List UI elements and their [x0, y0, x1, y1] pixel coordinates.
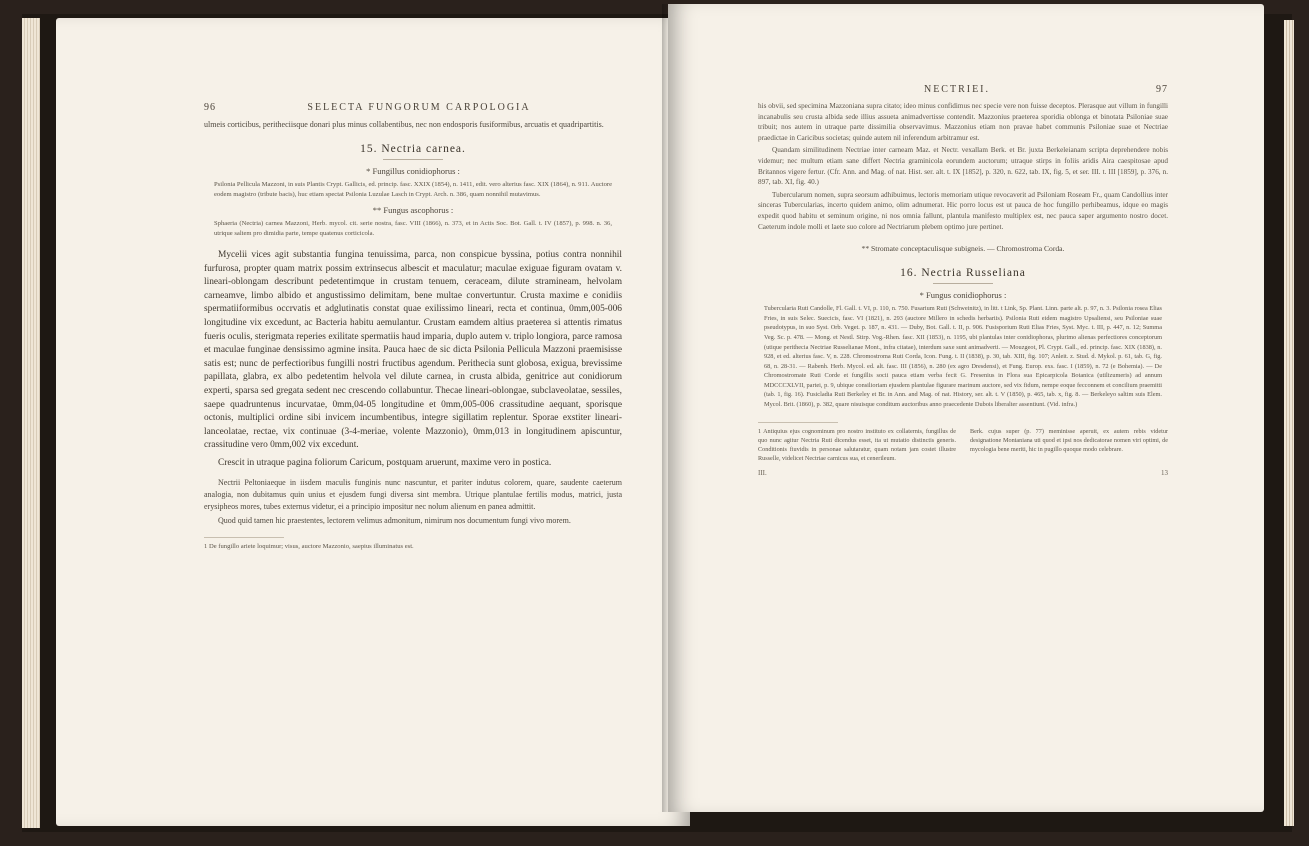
- body-paragraph: Quod quid tamen hic praestentes, lectorem velimus admonitum, nimirum nos documentum fungi vivo morem.: [218, 515, 571, 525]
- section-heading: 15. Nectria carnea.: [360, 143, 466, 155]
- left-header: [204, 102, 622, 113]
- footnote-rule: [758, 422, 838, 423]
- reference: Sphaeria (Nectria) carnea Mazzoni, Herb. mycol. cit. serie nostra, fasc. VIII (1866), n. 373, et in Actis Soc. Bot. Gall. t. IV (1857), p. 998. n. 36, utrique saltem pro dimidia parte, tempe quatenus corticicola.: [214, 220, 612, 237]
- intro-text: ulmeis corticibus, peritheciisque donari plus minus collabentibus, nec non endosporis fusiformibus, arcuatis et quadripartitis.: [204, 120, 604, 129]
- divider: [383, 159, 443, 160]
- page-edges-left: [22, 18, 40, 828]
- body-paragraph: Quandam similitudinem Nectriae inter carneam Maz. et Nectr. vexallam Berk. et Br. juxta Berkeleianam scripta deprehendere nobis videmur; nec multum etiam sane differt Nectria graminicola eorundem auctorum; utraque stirps in foliis aridis Aira caespitosae apud Britannos vigere fertur. (Cfr. Ann. and Mag. of nat. Hist. ser. alt. t. IX [1852], p. 320, n. 622, tab. IX, fig. 5, et ser. III. t. III [1859], p. 376, n. 897, tab. XI, fig. 40.): [758, 146, 1168, 187]
- signature-mark: III.: [758, 469, 767, 478]
- body-paragraph: his obvii, sed specimina Mazzoniana supra citato; ideo minus confidimus nec specie vere non fuisse deceptos. Plerasque aut villum in fungilli incanabulis seu crusta albida sede illius assueta animadvertisse contendit. Mazzonius praeterea sporidia oblonga et binotata Psiloniae suae tribuit; nos autem in utraque parte dissimilia observavimus. Mazzonius etiam non pravae habet communis Psiloniae suae et Nectriae praedictae in Caricibus societas; quinde autem nil inferendum arbitramur est.: [758, 102, 1168, 142]
- right-header: [758, 84, 1168, 95]
- footnote: 1 Antiquius ejus cognominum pro nostro instituto ex collaternis, fungillus de quo nunc agitur Nectria Ruti dicendus esset, ita ut mutatio distinctis generis. Conditionis fiuvidis in personae salutaratur, quam notam jam costet illustre Russelle, videlicet Nectriae carnicus sua, et cenerileum.: [758, 427, 956, 463]
- page-number: 97: [1155, 84, 1168, 95]
- running-head: SELECTA FUNGORUM CARPOLOGIA: [307, 102, 531, 113]
- body-paragraph: Mycelii vices agit substantia fungina tenuissima, parca, non conspicue byssina, potius contra nonnihil furfurosa, propter quam matrix possim extrinsecus albescit et maculatur; maculae exiguae figuram ovatam v. lineari-oblongam describunt pedetentimque in crustam tenuem, ceraceam, dilute stramineam, helvolam carneamve, limbo albido et angustissimo delimitam, bene multae convertuntur. Crusta maxime e conidiis spermatiiformibus occrvatis et adglutinatis constat quae exilissimo lineari, recta et continua, 0mm,005-006 longitudine vix excedunt, ac Bacteria habitu aemulantur. Crustam eamdem altius praeterea si attentis rimatus fueris oculis, sterigmata reperies exilitate spermatiis haud imparia, duplo autem v. triplo longiora, parce ramosa et maculae funginae densissimo agmine insita. Pauca haec de sic dicta Psilonia Pellicula Mazzoni praemisisse satis est; nunc de perfectioribus fungilli nostri fructibus agendum. Perithecia sunt globosa, exigua, brevissime papillata, glabra, ex albo pedetentim helvola vel dilute carnea, in crusta albida, genitrice aut conidiorum experti, sparsa sed gregata sedent nec crescendo collabuntur. Thecae lineari-oblongae, subclaveolatae, sessiles, saepe quadruntenus incurvatae, 0mm,04-05 longitudine et 0mm,005-006 crassitudine aequant, sporisque octonis, multiplici ordine sibi invicem incumbentibus, integre sigillatim replentur. Sporae exstiter lineari-lanceolatae, rectae, vix continuae (3-4-meriae, volente Mazzonio), 0mm,013 in longitudinem apiscuntur, crassitudine vero 0mm,002 vix excedunt.: [204, 250, 622, 451]
- page-number: 96: [204, 102, 216, 113]
- left-page: [56, 18, 690, 826]
- reference: Psilonia Pellicula Mazzoni, in suis Plantis Crypt. Gallicis, ed. princip. fasc. XXIX (1854), n. 1411, edit. vero alterius fasc. XIX (1864), n. 911. Auctore eodem magistro (tribute bacis), huc etiam spectat Psilonia Luzulae Lasch in Crypt. Arch. n. 386, quam nonnihil mutavimus.: [214, 181, 612, 198]
- status-label: ** Fungus ascophorus :: [372, 205, 454, 215]
- status-label: * Fungus conidiophorus :: [919, 290, 1007, 301]
- footnote-rule: [204, 537, 284, 538]
- status-label: * Fungillus conidiophorus :: [366, 166, 460, 176]
- body-paragraph: Tubercularum nomen, supra seorsum adhibuimus, lectoris memoriam utique revocaverit ad Psiloniam Roseam Fr., quam Candollius inter sinceras Tubercularias, incerto quidem animo, olim adnumerat. Hic porro locus est ut pauca de hoc fungillo perhibeamus, idque eo magis expedit quod habitu et seminum origine, ni nos omnia fallunt, plantula manifesto multiplex est, nec pauca saper argumento nostro docet. Caeterum indole molli et laete suo colore ad Nectriarum plebem optimo jure pertinet.: [758, 190, 1168, 231]
- reference-list: Tubercularia Ruti Candolle, Fl. Gall. t. VI, p. 110, n. 750. Fusarium Ruti (Schweinitz), in litt. t Link, Sp. Plant. Linn. parte alt. p. 97, n. 3. Psilonia rosea Elias Fries, in suis Selec. Suecicis, fasc. VI (1821), n. 293 (auctore Millero in schedis herbariis). Psilonia Ruti eidem magistro Upsaliensi, seu Psiloniae suae pseudotypus, in suo Syst. Orb. Veget. p. 187, n. 431. — Duby, Bot. Gall. t. II, p. 906. Fusisporium Ruti Elias Fries, Syst. Myc. t. III, p. 447, n. 12; Summa Veg. Sc. p. 478. — Mong. et Nestl. Stirp. Vog.-Rhen. fasc. XII (1853), n. 1195, ubi plantulas inter conidiophoras, plurimo alienas perfectiores conceptorum (utique perithecia Nectriae Russelianae Mont., infra citatae), interdum saxe sunt animadverti. — Mouzgeot, Pl. Crypt. Gall., ed. princip. fasc. XIX (1838), n. 928, et ed. alterius fasc. V, n. 228. Chromostroma Ruti Corda, Icon. Fung. t. II (1838), p. 30, tab. XIII, fig. 107; Anleit. z. Stud. d. Mykol. p. 61, tab. G, fig. 68, n. 28-31. — Rabenh. Herb. Mycol. ed. alt. fasc. III (1856), n. 280 (ex agro Dresdensi), et Fung. Europ. exs. fasc. I (1859), n. 72 (e Bohemia). — De Chromostromate Ruti Corde et fungillis socii pauca etiam verba fecit G. Fresenius in Flora sua Epicarpicola Botanica (utilizumeris) ad annum MDCCCXLVII, partei, p. 9, ubique consilioriam ejusdem plantulae figurare marinum auctore, sed vix fidum, nempe eoque fecconnem et concilium praemitti (tab. 1, fig. 16). Fusicladia Ruti Berkeley et Br. in Ann. and Mag. of nat. History, ser. alt. t. V (1850), p. 465, tab. x, fig. 8. — Berkeleyo saltim suis Elem. Mycol. Brit. (1860), p. 382, quare nisuisque conditum auctoribus anno praecedente Dubois liberalter assentiunt. (Vid. infra.): [764, 305, 1162, 409]
- section-heading: 16. Nectria Russeliana: [900, 267, 1026, 280]
- subsection-label: ** Stromate conceptaculisque subigneis. — Chromostroma Corda.: [861, 244, 1065, 254]
- page-edges-right: [1284, 20, 1294, 826]
- right-page: [668, 4, 1264, 812]
- footnote: 1 De fungillo ariete loquimur; visus, auctore Mazzonio, saepius illuminatus est.: [204, 542, 414, 550]
- body-paragraph: Crescit in utraque pagina foliorum Caricum, postquam aruerunt, maxime vero in postica.: [218, 457, 552, 468]
- divider: [933, 283, 993, 284]
- running-head: NECTRIEI.: [923, 84, 991, 95]
- body-paragraph: Nectrii Peltoniaeque in iisdem maculis funginis nunc nascuntur, et pariter indutus colorem, quare, saudente caeterum analogia, non dubitamus quin unius et ejusdem fungi diversa sint membra. Utrique plantulae fertilis modus, matrici, justa erysipheos mores, tubes externus videtur, ei a principio impositur nec nolum alienum en panea admittit.: [204, 477, 622, 511]
- footnote: Berk. cujus super (p. 77) meminisse aperuit, ex autem rebis videtur designatione Montaniana uti quod et ipsi nos dedicatorae nomen viri optimi, de mycologia bene meriti, hic in pugillo quoque modo celebrare.: [970, 427, 1168, 454]
- signature-mark: 13: [1161, 469, 1168, 478]
